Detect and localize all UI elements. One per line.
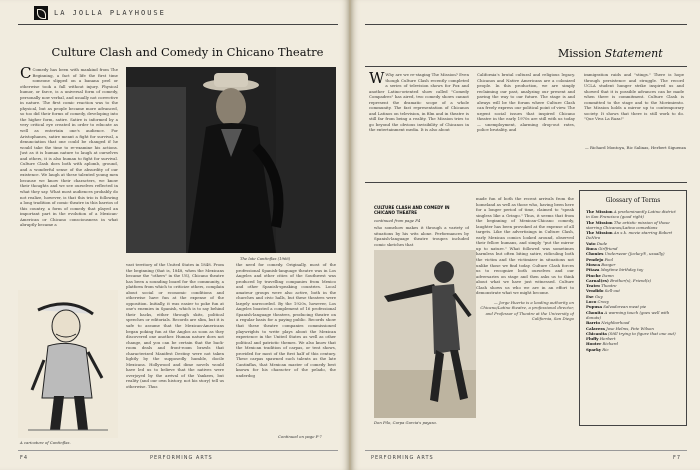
- glossary-list: [586, 209, 680, 352]
- header-rule: [18, 24, 338, 25]
- author-note: — Jorge Huerta is a leading authority on Chicano/Latino theatre, a professional director, and Professor of Theatre at the University of California, San Diego: [480, 299, 574, 322]
- glossary-entry: [586, 310, 680, 321]
- glossary-box: [579, 190, 687, 426]
- mission-signature: — Richard Montoya, Ric Salinas, Herbert Siguenza: [584, 145, 686, 150]
- glossary-term: Sparky: [586, 346, 602, 352]
- glossary-definition: Damn: [600, 272, 614, 278]
- playhouse-logo-icon: [34, 6, 48, 20]
- left-page: [0, 0, 349, 470]
- don-pilo-caption: Don Pilo, Carpa Garcia's payaso.: [374, 420, 437, 425]
- glossary-term: Carnal(es): [586, 277, 609, 283]
- glossary-term: Fluffy: [586, 336, 599, 342]
- drop-cap: C: [20, 67, 32, 82]
- glossary-definition: Crazy: [596, 299, 609, 305]
- glossary-definition: Underwear (Jockey®, usually): [603, 251, 665, 257]
- glossary-term: Pendejo: [586, 256, 604, 262]
- glossary-term: The Mission: [586, 209, 613, 214]
- glossary-term: Calavera: [586, 325, 605, 331]
- continuation-column-1: who somehow makes it through a variety of situations by his wits alone. Performances by Spanish-language theatre troupes included comic sketches that: [374, 225, 469, 247]
- glossary-definition: Herbert: [598, 336, 616, 342]
- glossary-term: The Mission: [586, 230, 613, 236]
- cantinflas-photo-image: [126, 67, 336, 253]
- mission-title-plain: Mission: [558, 47, 605, 60]
- footer-rule-right: [365, 450, 687, 451]
- glossary-term: Teatro: [586, 283, 600, 289]
- glossary-entry: [586, 220, 680, 231]
- mission-rule: [365, 66, 687, 67]
- glossary-definition: The artistic mission of those starring Chicanos/Latino comedians: [586, 219, 670, 230]
- glossary-term: The Mission: [586, 219, 613, 225]
- glossary-term: Ruca: [586, 246, 597, 252]
- glossary-definition: Sell-out: [603, 288, 620, 294]
- glossary-definition: Dude: [595, 240, 608, 246]
- article-column-3: the need for comedy. Originally, most of the professional Spanish-language theatre was in Los Angeles and other cities of the Southwest was produced by travelling companies from Mexico and other Spanish-speaking countries. Local amateur groups were also active, both in the churches and civic halls, but these theatres were largely unrecorded. By the 1920s, however, Los Angeles boasted a complement of 16 professional Spanish-language theatres, producing theatre on a regular basis for a paying public. Records show that these theatre companies commissioned playwrights to write plays about the Mexican experience in the United States as well as other political and patriotic themes. We also know that the Mexican tradition of carpas, or tent shows, provided for most of the first half of this century. These carpas spawned such talents as the late Cantinflas, that Mexican master of comedy best known for his character of the pelado, the underdog: [236, 262, 336, 378]
- caricature-caption: A caricature of Cantinflas.: [20, 440, 71, 445]
- continuation-column-2: [476, 196, 574, 436]
- glossary-definition: Jose Helms, Pete Wilson: [604, 325, 654, 331]
- glossary-definition: Fool: [603, 256, 613, 262]
- continuation-head: CULTURE CLASH AND COMEDY IN CHICANO THEATRE: [374, 205, 450, 216]
- glossary-definition: (Still trying to figure that one out): [606, 330, 676, 336]
- don-pilo-image: [374, 250, 476, 418]
- photo-caption: The late Cantinflas (1966): [240, 256, 291, 261]
- glossary-entry: [586, 209, 680, 220]
- glossary-definition: Theatre: [599, 283, 617, 289]
- don-pilo-photo: [374, 250, 476, 418]
- glossary-term: Loco: [586, 299, 597, 305]
- mission-title-italic: Statement: [604, 47, 663, 60]
- mission-column-2: California's brutal cultural and religious legacy. Chicanos and Native Americans are a colonized people. In this production, we are simply reclaiming our past, analyzing our present and paving the way to our future. The stage is and always will be the forum where Culture Clash can freely express our political point of view. The urgent social issues that inspired Chicano theatre in the early 1970s are still with us today — unemployment, alarming drop-out rates, police brutality, and: [477, 72, 575, 133]
- cantinflas-photo: [126, 67, 336, 253]
- glossary-definition: Ric: [601, 346, 609, 352]
- caricature-image: [18, 290, 118, 438]
- mission-column-1-text: Why are we re-staging The Mission? Even though Culture Clash recently completed a series of television shows for Fox and another Latino-oriented show called "Comedy Compadres" has aired, two comedy shows cannot represent the dramatic scope of a whole community. The fast representation of Chicanos and Latinos on television, in film and in theatre is still far from being a reality. The Mission tries to go beyond the obvious invisibility of Chicanos in the entertainment media. It is also about: [369, 72, 469, 133]
- glossary-definition: Neighborhood: [599, 320, 630, 326]
- glossary-term: Mosca: [586, 261, 600, 267]
- continuation-note: continued from page F4: [374, 218, 421, 223]
- glossary-term: Pítaza: [586, 267, 600, 273]
- article-column-2: vast territory of the United States in 1848. From the beginning (that is, 1848, when the Mexicans became the "others" in the US), Chicano theatre has been a sounding board for the community, a platform from which to criticize others, complain about social or economic conditions and otherwise have fun at the expense of the opposition. Initially, it was easier to poke fun at one's enemies in Spanish, which is to say behind their backs, either through skits, political speeches or editorials. Records are slim, but it is safe to assume that the Mexican-Americans began poking fun at the Anglos as soon as they discovered one another. Human nature does not change, and you can be certain that the back-room deals and front-room brawls that characterized Manifest Destiny were not taken lightly by the supposedly humble, docile Mexicans. Hollywood and dime novels would have led us to believe that the natives were overjoyed by the arrival of the Yankees, but reality (and our own history, not his story) tell us otherwise. Thus: [126, 262, 224, 390]
- glossary-definition: Booger: [599, 261, 616, 267]
- glossary-definition: Guy: [593, 293, 603, 299]
- glossary-entry: [586, 230, 680, 241]
- glossary-term: Chicanita: [586, 330, 607, 336]
- page-number: F4: [20, 455, 29, 461]
- glossary-entry: [586, 347, 680, 352]
- article-column-1-text: Comedy has been with mankind from The Beginning, a fact of life the first time someone slipped on a banana peel or otherwise took a fall without injury. Physical humor, or farce, is a universal form of comedy, personally now verbal, and usually not corrective in nature. The first comic reaction was to the physical, but as people became more advanced, so too did their forms of comedy, developing into the higher form, satire. Satire is informed by a very critical eye created in order to educate as well as entertain one's audience. For Aristophanes, satire meant a fight for survival, a denunciation that one could be changed if he would take the time to re-examine his actions. Just as it is human nature to laugh at ourselves and others, it is also human to fight for survival. Culture Clash does both with aplomb, ground, and a wonderful sense of the absurdity of our existence. We laugh at these talented young men because we know their characters, we know their thoughts and we see ourselves reflected in what they say. What most audiences probably do not realize, however, is that this trio is following a long tradition of comic theatre in this barrios of this country, a form of comedy that played an important part in the evolution of a Mexican-American or Chicano consciousness in what abruptly became a: [20, 67, 118, 228]
- glossary-term: Vato: [586, 240, 596, 246]
- glossary-definition: A warming touch (goes well with donuts): [586, 309, 670, 320]
- continued-note: Continued on page F-7: [278, 434, 322, 439]
- continuation-column-2-text: made fun of both the recent arrivals from the homeland as well as those who, having been here for a longer period of time, claimed to "speak singless like a Gringo." Thus, it seems that from the beginning of Mexican-Chicano comedy, laughter has been provoked at the expense of all targets. Like the advertisings in Culture Clash, early Mexican comics looked around, observed their fellow humans, and simply "put the mirror up to nature." What followed was sometimes harmless but often biting satire, ridiculing both the victim and the victimizer in situations not unlike those we find today. Culture Clash forces us to recognize both ourselves and our adversaries on stage and then asks us to think about what we have just witnessed. Culture Clash shows us who we are in an effort to demonstrate what we might become.: [476, 196, 574, 296]
- glossary-term: Barrio: [586, 320, 600, 326]
- glossary-term: Ese: [586, 293, 594, 299]
- glossary-term: Hooter: [586, 341, 602, 347]
- mission-drop-cap: W: [369, 72, 385, 87]
- page-number-right: F7: [673, 455, 682, 461]
- section-rule: [365, 182, 687, 183]
- folio-label-right: PERFORMING ARTS: [371, 455, 434, 461]
- glossary-term: Vendido: [586, 288, 604, 294]
- article-title: Culture Clash and Comedy in Chicano Theatre: [51, 45, 324, 59]
- glossary-definition: Girlfriend: [596, 246, 618, 252]
- glossary-definition: An s.k. movie starring Robert DeNiro: [586, 230, 673, 241]
- glossary-term: Chonita: [586, 309, 604, 315]
- glossary-term: Pupusa: [586, 304, 603, 310]
- glossary-definition: Richard: [601, 341, 618, 347]
- right-page: [351, 0, 700, 470]
- glossary-definition: Maytime birthday toy: [599, 267, 644, 273]
- article-column-1: [20, 67, 118, 255]
- folio-label: PERFORMING ARTS: [150, 455, 213, 461]
- glossary-definition: Brother(s), Friend(s): [608, 277, 652, 283]
- running-head: LA JOLLA PLAYHOUSE: [54, 9, 166, 17]
- mission-title: [558, 47, 663, 60]
- glossary-term: Pinche: [586, 272, 601, 278]
- footer-rule: [18, 450, 338, 451]
- mission-column-1: [369, 72, 469, 177]
- glossary-term: Chonies: [586, 251, 604, 257]
- glossary-definition: A predominantly Latino district in San Francisco (good right): [586, 209, 676, 220]
- cantinflas-caricature: [18, 290, 118, 438]
- header-rule-right: [365, 24, 687, 25]
- glossary-definition: Salvadorean meat pie: [602, 304, 647, 310]
- glossary-title: Glossary of Terms: [605, 197, 661, 204]
- mission-column-3: immigration raids and "stings." There is hope through persistence and struggle. The record UCLA student hunger strike inspired us and showed that it is possible advances can be made when there is commitment. Culture Clash is committed to the stage and to the Movimiento. The Mission holds a mirror up to contemporary society. It shows that there is still work to do. "Que Viva La Raza!": [584, 72, 684, 122]
